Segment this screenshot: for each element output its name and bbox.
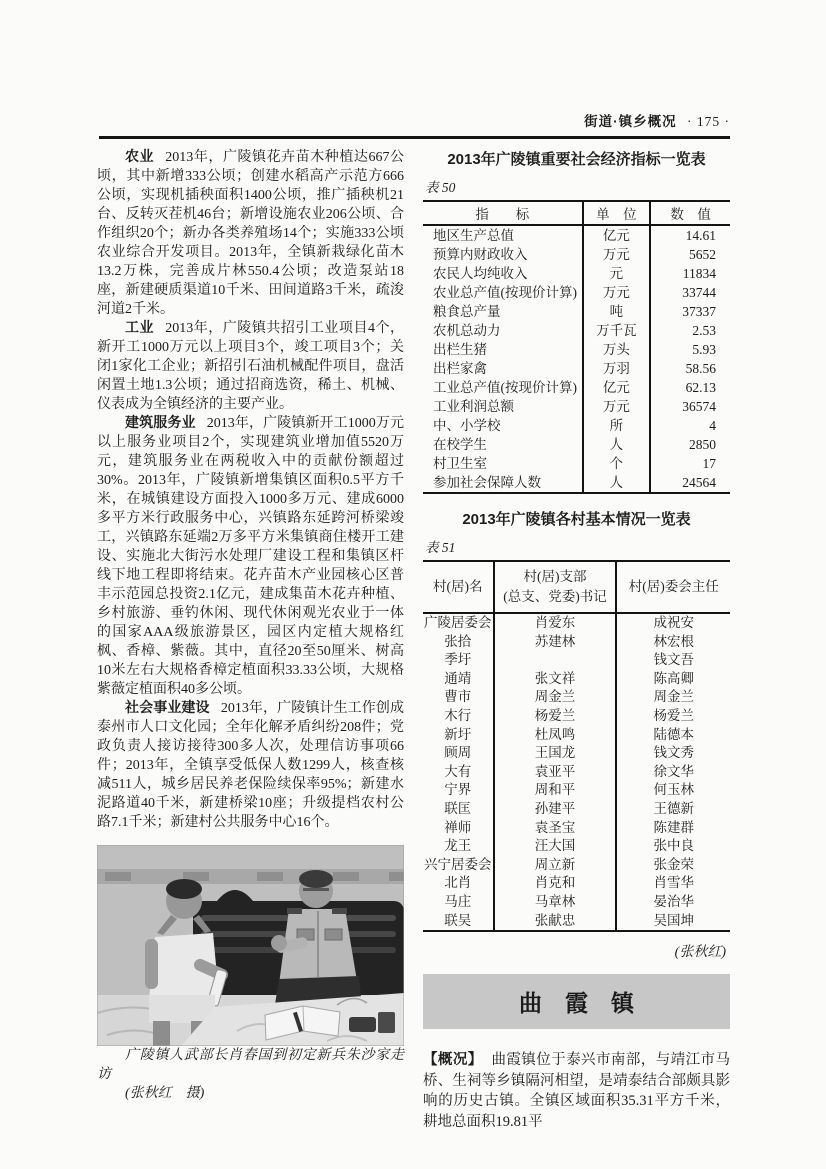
table-cell: 钱文秀 bbox=[653, 745, 694, 761]
paragraph-lead: 农业 bbox=[125, 150, 155, 165]
column-header: 单 位 bbox=[583, 201, 651, 225]
column-header: 指 标 bbox=[423, 201, 583, 225]
table-cell: 张文祥 bbox=[494, 670, 617, 689]
table51-title: 2013年广陵镇各村基本情况一览表 bbox=[462, 511, 691, 528]
table-cell: 吨 bbox=[583, 302, 651, 321]
table-cell: 季圩 bbox=[423, 651, 494, 670]
table-cell: 元 bbox=[583, 264, 651, 283]
table-cell: 陈高卿 bbox=[653, 670, 694, 686]
paragraph-lead: 【概况】 bbox=[423, 1052, 483, 1069]
table-cell: 孙建平 bbox=[494, 800, 617, 819]
paragraph-text: 2013年，广陵镇共招引工业项目4个，新开工1000万元以上项目3个，竣工项目3个；关闭1家化工企业；新招引石油机械配件项目，盘活闲置土地1.3公顷；通过招商选资，稀土、机械、仪表成为全镇经济的主要产业。 bbox=[97, 321, 405, 412]
table-cell: 北肖 bbox=[423, 874, 494, 893]
table-header-row bbox=[423, 561, 730, 613]
table-row bbox=[423, 359, 730, 378]
table-cell: 4 bbox=[709, 418, 716, 433]
table-row bbox=[423, 225, 730, 245]
section-banner: 曲 霞 镇 bbox=[423, 974, 730, 1029]
table-cell: 王德新 bbox=[653, 800, 694, 816]
photo-illustration bbox=[97, 845, 404, 1046]
paragraph-industry bbox=[97, 319, 404, 414]
table-cell: 钱文吾 bbox=[653, 652, 694, 668]
table-row bbox=[423, 651, 730, 670]
table51-label: 表 51 bbox=[425, 540, 456, 555]
header-rule bbox=[99, 136, 730, 139]
table-cell: 龙王 bbox=[423, 837, 494, 856]
table-cell: 62.13 bbox=[685, 380, 716, 395]
table-row bbox=[423, 321, 730, 340]
table-row bbox=[423, 670, 730, 689]
paragraph-text: 2013年，广陵镇新开工1000万元以上服务业项目2个，实现建筑业增加值5520万元，建筑服务业在两税收入中的贡献份额超过30%。2013年，广陵镇新增集镇区面积0.5平方千米，在城镇建设方面投入1000多万元、建成6000多平方米行政服务中心，兴镇路东延跨河桥梁竣工，兴镇路东延端2万多平方米集镇商住楼开工建设、实施北大街污水处理厂建设工程和集镇区杆线下地工程即将结束。花卉苗木产业园核心区普丰示范园总投资2.1亿元，建成集苗木花卉种植、乡村旅游、垂钓休闲、现代休闲观光农业于一体的国家AAA级旅游景区，园区内定植大规格红枫、香樟、紫薇。其中，直径20至50厘米、树高10米左右大规格香樟定植面积33.33公顷，大规格紫薇定植面积40多公顷。 bbox=[97, 416, 405, 697]
table-cell: 林宏根 bbox=[653, 633, 694, 649]
table-cell: 17 bbox=[702, 456, 716, 471]
paragraph-lead: 社会事业建设 bbox=[125, 701, 210, 716]
right-column bbox=[423, 148, 730, 1147]
table-cell: 杨爱兰 bbox=[653, 707, 694, 723]
table-cell: 徐文华 bbox=[653, 763, 694, 779]
table-cell: 出栏生猪 bbox=[423, 340, 583, 359]
paragraph-construction bbox=[97, 414, 404, 699]
table-cell: 5.93 bbox=[692, 342, 716, 357]
table-cell: 中、小学校 bbox=[423, 416, 583, 435]
table-cell: 杜凤鸣 bbox=[494, 726, 617, 745]
author-byline: (张秋红) bbox=[674, 945, 726, 961]
table50-label: 表 50 bbox=[425, 180, 456, 195]
table-cell: 周立新 bbox=[494, 856, 617, 875]
table-cell: 万元 bbox=[583, 245, 651, 264]
table-cell: 成祝安 bbox=[653, 615, 694, 630]
table-row bbox=[423, 416, 730, 435]
running-head bbox=[99, 110, 730, 130]
photo-caption: 广陵镇人武部长肖春国到初定新兵朱沙家走访 bbox=[97, 1048, 404, 1082]
column-header bbox=[494, 561, 617, 613]
table-cell: 出栏家禽 bbox=[423, 359, 583, 378]
table-cell: 晏治华 bbox=[653, 893, 694, 909]
paragraph-social bbox=[97, 699, 404, 832]
table-row bbox=[423, 283, 730, 302]
table-cell: 地区生产总值 bbox=[423, 225, 583, 245]
table-row bbox=[423, 707, 730, 726]
paragraph-text: 曲霞镇位于泰兴市南部，与靖江市马桥、生祠等乡镇隔河相望，是靖泰结合部颇具影响的历史古镇。全镇区域面积35.31平方千米，耕地总面积19.81平 bbox=[423, 1052, 730, 1130]
table-cell: 农业总产值(按现价计算) bbox=[423, 283, 583, 302]
table-row bbox=[423, 454, 730, 473]
table-row bbox=[423, 340, 730, 359]
table-cell: 兴宁居委会 bbox=[423, 856, 494, 875]
column-header: 数 值 bbox=[650, 201, 730, 225]
table-row bbox=[423, 912, 730, 932]
table-cell: 万元 bbox=[583, 397, 651, 416]
table-header-row bbox=[423, 201, 730, 225]
table-cell: 36574 bbox=[682, 399, 716, 414]
table-row bbox=[423, 800, 730, 819]
table-cell: 万元 bbox=[583, 283, 651, 302]
table-cell: 农机总动力 bbox=[423, 321, 583, 340]
table-cell: 11834 bbox=[682, 266, 716, 281]
table-cell: 张献忠 bbox=[494, 912, 617, 932]
table-cell: 24564 bbox=[682, 475, 716, 490]
table-row bbox=[423, 781, 730, 800]
table-cell: 33744 bbox=[682, 285, 716, 300]
table-cell: 周金兰 bbox=[494, 688, 617, 707]
table-row bbox=[423, 726, 730, 745]
table-cell: 马章林 bbox=[494, 893, 617, 912]
table-cell: 人 bbox=[583, 435, 651, 454]
table-cell: 肖爱东 bbox=[494, 613, 617, 633]
table-cell: 村卫生室 bbox=[423, 454, 583, 473]
left-column bbox=[97, 148, 404, 1103]
column-header-line: 村(居)支部 bbox=[523, 569, 587, 584]
table-row bbox=[423, 874, 730, 893]
column-header-line: (总支、党委)书记 bbox=[503, 589, 607, 604]
table-cell: 周金兰 bbox=[653, 689, 694, 705]
table-row bbox=[423, 819, 730, 838]
table-cell: 所 bbox=[583, 416, 651, 435]
paragraph-lead: 工业 bbox=[125, 321, 155, 336]
table-cell: 陈建群 bbox=[653, 819, 694, 835]
table-cell: 马庄 bbox=[423, 893, 494, 912]
table-cell: 宁界 bbox=[423, 781, 494, 800]
table-row bbox=[423, 473, 730, 493]
table-cell: 顾周 bbox=[423, 744, 494, 763]
column-header: 村(居)委会主任 bbox=[616, 561, 730, 613]
table-cell: 人 bbox=[583, 473, 651, 493]
page-number: · 175 · bbox=[687, 114, 730, 129]
table-cell: 禅师 bbox=[423, 819, 494, 838]
table-cell: 万羽 bbox=[583, 359, 651, 378]
table-row bbox=[423, 837, 730, 856]
table-cell: 参加社会保障人数 bbox=[423, 473, 583, 493]
table-row bbox=[423, 613, 730, 633]
table-cell: 工业利润总额 bbox=[423, 397, 583, 416]
table-cell: 周和平 bbox=[494, 781, 617, 800]
table-cell: 万头 bbox=[583, 340, 651, 359]
table-cell: 张拾 bbox=[423, 633, 494, 652]
table-cell: 吴国坤 bbox=[653, 912, 694, 928]
table-cell: 亿元 bbox=[583, 225, 651, 245]
table-village-basics bbox=[423, 560, 730, 932]
photo bbox=[97, 845, 404, 1046]
paragraph-overview bbox=[423, 1050, 730, 1132]
table-cell: 5652 bbox=[689, 247, 716, 262]
table-row bbox=[423, 378, 730, 397]
table-cell: 袁圣宝 bbox=[494, 819, 617, 838]
paragraph-lead: 建筑服务业 bbox=[125, 416, 196, 431]
table-cell: 工业总产值(按现价计算) bbox=[423, 378, 583, 397]
table-cell: 杨爱兰 bbox=[494, 707, 617, 726]
table-row bbox=[423, 893, 730, 912]
table-cell: 王国龙 bbox=[494, 744, 617, 763]
table-cell: 苏建林 bbox=[494, 633, 617, 652]
table-cell: 张金荣 bbox=[653, 856, 694, 872]
paragraph-text: 2013年，广陵镇花卉苗木种植达667公顷，其中新增333公顷；创建水稻高产示范方666公顷，实现机插秧面积1400公顷，推广插秧机21台、反转灭茬机46台；新增设施农业206公顷、合作组织20个；新办各类养殖场14个；实施333公顷农业综合开发项目。2013年，全镇新栽绿化苗木13.2万株，完善成片林550.4公顷；改造泵站18座，新建硬质渠道10千米、田间道路3千米，疏浚河道2千米。 bbox=[97, 150, 405, 317]
table-row bbox=[423, 245, 730, 264]
table-row bbox=[423, 264, 730, 283]
table-cell: 58.56 bbox=[685, 361, 716, 376]
table-cell: 37337 bbox=[682, 304, 716, 319]
table-cell: 大有 bbox=[423, 763, 494, 782]
table-row bbox=[423, 302, 730, 321]
table-cell: 木行 bbox=[423, 707, 494, 726]
table-cell: 2850 bbox=[689, 437, 716, 452]
table-cell: 亿元 bbox=[583, 378, 651, 397]
table-cell bbox=[494, 651, 617, 670]
table50-title: 2013年广陵镇重要社会经济指标一览表 bbox=[447, 151, 706, 168]
table-row bbox=[423, 435, 730, 454]
table-cell: 新圩 bbox=[423, 726, 494, 745]
table-row bbox=[423, 397, 730, 416]
table-cell: 联吴 bbox=[423, 912, 494, 932]
table-cell: 张中良 bbox=[653, 838, 694, 854]
table-cell: 农民人均纯收入 bbox=[423, 264, 583, 283]
table-row bbox=[423, 688, 730, 707]
table-cell: 预算内财政收入 bbox=[423, 245, 583, 264]
table-row bbox=[423, 763, 730, 782]
table-cell: 个 bbox=[583, 454, 651, 473]
table-cell: 万千瓦 bbox=[583, 321, 651, 340]
table-cell: 粮食总产量 bbox=[423, 302, 583, 321]
table-cell: 袁亚平 bbox=[494, 763, 617, 782]
table-cell: 何玉林 bbox=[653, 782, 694, 798]
table-row bbox=[423, 856, 730, 875]
table-cell: 曹市 bbox=[423, 688, 494, 707]
table-economic-indicators bbox=[423, 200, 730, 494]
table-row bbox=[423, 633, 730, 652]
paragraph-agriculture bbox=[97, 148, 404, 319]
table-cell: 14.61 bbox=[685, 228, 716, 243]
column-header: 村(居)名 bbox=[423, 561, 494, 613]
running-head-section: 街道·镇乡概况 bbox=[584, 114, 677, 129]
table-cell: 2.53 bbox=[692, 323, 716, 338]
table-row bbox=[423, 744, 730, 763]
paragraph-text: 2013年，广陵镇计生工作创成泰州市人口文化园；全年化解矛盾纠纷208件；党政负责人接访接待300多人次，处理信访事项66件；2013年，全镇享受低保人数1299人，核查核减511人，城乡居民养老保险续保率95%；新建水泥路道40千米，新建桥梁10座；升级提档农村公路7.1千米；新建村公共服务中心16个。 bbox=[97, 701, 405, 830]
table-cell: 汪大国 bbox=[494, 837, 617, 856]
table-cell: 广陵居委会 bbox=[423, 613, 494, 633]
table-cell: 肖克和 bbox=[494, 874, 617, 893]
table-cell: 在校学生 bbox=[423, 435, 583, 454]
table-cell: 陆德本 bbox=[653, 726, 694, 742]
table-cell: 肖雪华 bbox=[653, 875, 694, 891]
table-cell: 通靖 bbox=[423, 670, 494, 689]
photo-credit: (张秋红 摄) bbox=[125, 1086, 205, 1101]
table-cell: 联匡 bbox=[423, 800, 494, 819]
